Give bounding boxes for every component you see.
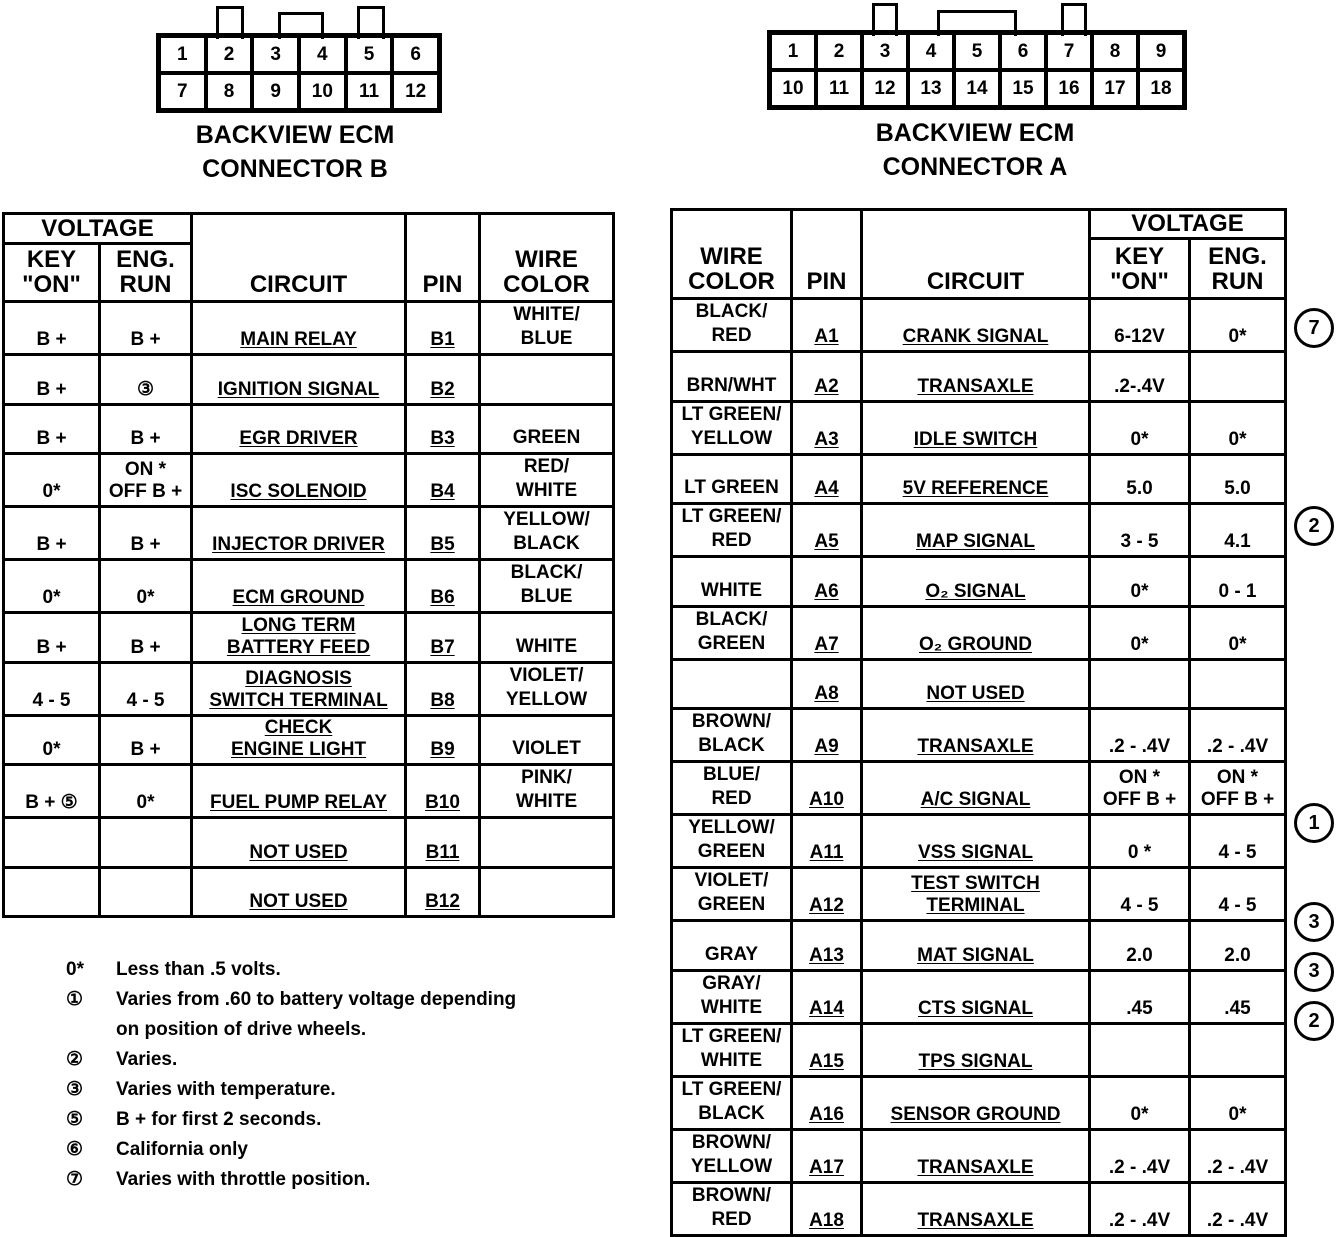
legend-text: Varies with throttle position.	[116, 1169, 371, 1190]
legend-symbol: ①	[66, 989, 84, 1010]
eng-run-cell: 4 - 5	[1190, 868, 1286, 921]
pin-cell: A17	[792, 1129, 862, 1182]
circuit-cell: A/C SIGNAL	[862, 762, 1090, 815]
key-on-cell: B + ⑤	[4, 765, 100, 818]
note-marker: 2	[1294, 1001, 1334, 1041]
pin-cell: 3	[252, 36, 299, 73]
wire-color-cell: BROWN/ RED	[672, 1182, 792, 1235]
pin-cell: 8	[206, 73, 253, 110]
voltage-header: VOLTAGE	[1090, 210, 1286, 239]
table-row	[672, 868, 1286, 921]
key-on-cell: 0 *	[1090, 815, 1190, 868]
connector-b-pin-table	[2, 212, 615, 918]
wire-color-cell: VIOLET	[480, 715, 614, 765]
key-on-cell: 2.0	[1090, 921, 1190, 971]
legend-text: Varies with temperature.	[116, 1079, 336, 1100]
legend-symbol: ⑤	[66, 1109, 84, 1130]
pin-cell: A13	[792, 921, 862, 971]
table-row	[4, 355, 614, 405]
connector-b-title-line2: CONNECTOR B	[202, 155, 388, 183]
pin-cell: B11	[406, 818, 480, 868]
wire-color-cell	[480, 818, 614, 868]
pin-cell: 11	[816, 70, 862, 107]
circuit-cell: INJECTOR DRIVER	[192, 507, 406, 560]
pin-cell: 7	[159, 73, 206, 110]
pin-cell: 1	[159, 36, 206, 73]
table-row	[672, 659, 1286, 709]
wire-color-cell: LT GREEN	[672, 454, 792, 504]
key-on-cell: 3 - 5	[1090, 504, 1190, 557]
pin-cell: A8	[792, 659, 862, 709]
table-row	[672, 1023, 1286, 1076]
note-marker: 2	[1294, 506, 1334, 546]
wire-color-cell: VIOLET/ YELLOW	[480, 662, 614, 715]
eng-run-cell: B +	[100, 507, 192, 560]
connector-a-title-line2: CONNECTOR A	[882, 153, 1068, 181]
key-on-cell: 4 - 5	[1090, 868, 1190, 921]
wire-color-cell: PINK/ WHITE	[480, 765, 614, 818]
circuit-header: CIRCUIT	[862, 210, 1090, 299]
circuit-cell: IGNITION SIGNAL	[192, 355, 406, 405]
pin-cell: 9	[1138, 33, 1184, 70]
eng-run-cell: 0*	[100, 560, 192, 613]
wire-color-cell: LT GREEN/ BLACK	[672, 1076, 792, 1129]
eng-run-cell: 0*	[1190, 606, 1286, 659]
circuit-cell: 5V REFERENCE	[862, 454, 1090, 504]
circuit-cell: MAT SIGNAL	[862, 921, 1090, 971]
pin-cell: B10	[406, 765, 480, 818]
eng-run-cell: B +	[100, 302, 192, 355]
circuit-cell: O₂ SIGNAL	[862, 557, 1090, 607]
wire-color-header: WIRE COLOR	[480, 214, 614, 302]
circuit-cell: CHECK ENGINE LIGHT	[192, 715, 406, 765]
circuit-cell: CTS SIGNAL	[862, 970, 1090, 1023]
pin-cell: 16	[1046, 70, 1092, 107]
circuit-cell: DIAGNOSIS SWITCH TERMINAL	[192, 662, 406, 715]
key-on-header: KEY "ON"	[1090, 239, 1190, 299]
circuit-cell: TRANSAXLE	[862, 1129, 1090, 1182]
pin-header: PIN	[406, 214, 480, 302]
pin-cell: 4	[299, 36, 346, 73]
voltage-header: VOLTAGE	[4, 214, 192, 244]
eng-run-header: ENG. RUN	[1190, 239, 1286, 299]
circuit-cell: MAIN RELAY	[192, 302, 406, 355]
circuit-cell: NOT USED	[862, 659, 1090, 709]
eng-run-cell	[1190, 352, 1286, 402]
legend-symbol: 0*	[66, 959, 84, 980]
circuit-cell: FUEL PUMP RELAY	[192, 765, 406, 818]
pin-cell: 18	[1138, 70, 1184, 107]
connector-a-title	[830, 116, 1120, 184]
pin-cell: 2	[816, 33, 862, 70]
table-row	[672, 504, 1286, 557]
table-row	[672, 352, 1286, 402]
wire-color-cell: GRAY	[672, 921, 792, 971]
wire-color-cell: BLACK/ GREEN	[672, 606, 792, 659]
table-row	[672, 1076, 1286, 1129]
table-row	[672, 709, 1286, 762]
connector-a-pin-grid	[767, 30, 1187, 110]
pin-cell: A11	[792, 815, 862, 868]
pin-cell: B3	[406, 404, 480, 454]
table-row	[672, 401, 1286, 454]
table-row	[672, 1129, 1286, 1182]
circuit-cell: TPS SIGNAL	[862, 1023, 1090, 1076]
pin-cell: 7	[1046, 33, 1092, 70]
key-on-cell: 0*	[4, 454, 100, 507]
eng-run-cell	[1190, 1023, 1286, 1076]
eng-run-cell: B +	[100, 715, 192, 765]
pin-cell: 4	[908, 33, 954, 70]
circuit-cell: TEST SWITCH TERMINAL	[862, 868, 1090, 921]
table-row	[4, 715, 614, 765]
eng-run-cell: 0*	[1190, 401, 1286, 454]
circuit-cell: ISC SOLENOID	[192, 454, 406, 507]
wire-color-cell: BRN/WHT	[672, 352, 792, 402]
pin-cell: 13	[908, 70, 954, 107]
pin-cell: 3	[862, 33, 908, 70]
pin-cell: B4	[406, 454, 480, 507]
key-on-cell: 0*	[4, 560, 100, 613]
pin-cell: 10	[770, 70, 816, 107]
legend-symbol: ⑥	[66, 1139, 84, 1160]
table-row	[672, 970, 1286, 1023]
eng-run-cell: 0*	[100, 765, 192, 818]
table-row	[4, 507, 614, 560]
key-on-cell	[1090, 659, 1190, 709]
table-row	[672, 606, 1286, 659]
wire-color-cell: BROWN/ YELLOW	[672, 1129, 792, 1182]
eng-run-header: ENG. RUN	[100, 244, 192, 302]
eng-run-cell: 2.0	[1190, 921, 1286, 971]
table-row	[4, 613, 614, 663]
wire-color-header: WIRE COLOR	[672, 210, 792, 299]
wire-color-cell	[672, 659, 792, 709]
wire-color-cell: LT GREEN/ YELLOW	[672, 401, 792, 454]
pin-cell: B9	[406, 715, 480, 765]
eng-run-cell: ON * OFF B +	[100, 454, 192, 507]
pin-cell: A10	[792, 762, 862, 815]
pin-cell: A12	[792, 868, 862, 921]
legend-item	[66, 985, 626, 1045]
table-row	[672, 1182, 1286, 1235]
key-on-cell: 0*	[1090, 557, 1190, 607]
table-row	[672, 815, 1286, 868]
pin-cell: 15	[1000, 70, 1046, 107]
key-on-cell: .2 - .4V	[1090, 1129, 1190, 1182]
key-on-cell: B +	[4, 355, 100, 405]
pin-cell: B7	[406, 613, 480, 663]
note-marker: 1	[1294, 803, 1334, 843]
pin-cell: 8	[1092, 33, 1138, 70]
legend-symbol: ②	[66, 1049, 84, 1070]
eng-run-cell: .2 - .4V	[1190, 1182, 1286, 1235]
legend-item	[66, 1045, 626, 1075]
pin-cell: 17	[1092, 70, 1138, 107]
eng-run-cell: ③	[100, 355, 192, 405]
key-on-cell: B +	[4, 613, 100, 663]
circuit-cell: EGR DRIVER	[192, 404, 406, 454]
pin-cell: 5	[346, 36, 393, 73]
note-marker: 7	[1294, 308, 1334, 348]
pin-cell: 11	[346, 73, 393, 110]
wire-color-cell	[480, 867, 614, 917]
table-row	[672, 557, 1286, 607]
table-row	[4, 765, 614, 818]
table-row	[4, 818, 614, 868]
legend-item	[66, 955, 626, 985]
pin-cell: A5	[792, 504, 862, 557]
legend-symbol: ③	[66, 1079, 84, 1100]
key-on-cell: 5.0	[1090, 454, 1190, 504]
table-row	[4, 404, 614, 454]
table-row	[4, 867, 614, 917]
wire-color-cell	[480, 355, 614, 405]
pin-cell: 6	[1000, 33, 1046, 70]
key-on-cell: .2 - .4V	[1090, 709, 1190, 762]
wire-color-cell: BLACK/ BLUE	[480, 560, 614, 613]
pin-header: PIN	[792, 210, 862, 299]
wire-color-cell: WHITE	[672, 557, 792, 607]
circuit-cell: ECM GROUND	[192, 560, 406, 613]
wire-color-cell: BLUE/ RED	[672, 762, 792, 815]
wire-color-cell: RED/ WHITE	[480, 454, 614, 507]
wire-color-cell: LT GREEN/ WHITE	[672, 1023, 792, 1076]
eng-run-cell: 4 - 5	[1190, 815, 1286, 868]
legend-text: Varies.	[116, 1049, 178, 1070]
key-on-header: KEY "ON"	[4, 244, 100, 302]
eng-run-cell: B +	[100, 613, 192, 663]
wire-color-cell: WHITE/ BLUE	[480, 302, 614, 355]
eng-run-cell	[1190, 659, 1286, 709]
key-on-cell: .45	[1090, 970, 1190, 1023]
key-on-cell: B +	[4, 302, 100, 355]
key-on-cell: B +	[4, 404, 100, 454]
pin-cell: 12	[862, 70, 908, 107]
pin-cell: A1	[792, 299, 862, 352]
eng-run-cell: .45	[1190, 970, 1286, 1023]
circuit-cell: TRANSAXLE	[862, 709, 1090, 762]
eng-run-cell: 0*	[1190, 299, 1286, 352]
pin-cell: 9	[252, 73, 299, 110]
eng-run-cell: B +	[100, 404, 192, 454]
key-on-cell: 6-12V	[1090, 299, 1190, 352]
key-on-cell	[4, 867, 100, 917]
circuit-cell: IDLE SWITCH	[862, 401, 1090, 454]
pin-cell: A6	[792, 557, 862, 607]
pin-cell: B1	[406, 302, 480, 355]
pin-cell: A3	[792, 401, 862, 454]
connector-b-title-line1: BACKVIEW ECM	[195, 121, 395, 149]
circuit-cell: CRANK SIGNAL	[862, 299, 1090, 352]
connector-b-pin-grid	[156, 33, 442, 113]
legend-text: California only	[116, 1139, 248, 1160]
wire-color-cell: BLACK/ RED	[672, 299, 792, 352]
wire-color-cell: BROWN/ BLACK	[672, 709, 792, 762]
eng-run-cell: ON * OFF B +	[1190, 762, 1286, 815]
legend-text: Varies from .60 to battery voltage depending on position of drive wheels.	[116, 989, 517, 1040]
wire-color-cell: YELLOW/ BLACK	[480, 507, 614, 560]
pin-cell: B8	[406, 662, 480, 715]
pin-cell: A7	[792, 606, 862, 659]
key-on-cell: 0*	[1090, 1076, 1190, 1129]
circuit-header: CIRCUIT	[192, 214, 406, 302]
wire-color-cell: LT GREEN/ RED	[672, 504, 792, 557]
eng-run-cell: 4.1	[1190, 504, 1286, 557]
circuit-cell: SENSOR GROUND	[862, 1076, 1090, 1129]
table-row	[4, 560, 614, 613]
eng-run-cell	[100, 818, 192, 868]
pin-cell: A4	[792, 454, 862, 504]
wire-color-cell: WHITE	[480, 613, 614, 663]
key-on-cell	[4, 818, 100, 868]
connector-b-title	[150, 118, 440, 186]
table-row	[4, 454, 614, 507]
pin-cell: 2	[206, 36, 253, 73]
key-on-cell: 0*	[1090, 401, 1190, 454]
table-row	[672, 921, 1286, 971]
eng-run-cell: .2 - .4V	[1190, 709, 1286, 762]
table-row	[4, 662, 614, 715]
eng-run-cell: 0*	[1190, 1076, 1286, 1129]
pin-cell: 1	[770, 33, 816, 70]
wire-color-cell: GRAY/ WHITE	[672, 970, 792, 1023]
key-on-cell: 0*	[4, 715, 100, 765]
pin-cell: 10	[299, 73, 346, 110]
table-row	[672, 454, 1286, 504]
key-on-cell: ON * OFF B +	[1090, 762, 1190, 815]
wire-color-cell: GREEN	[480, 404, 614, 454]
note-marker: 3	[1294, 902, 1334, 942]
legend-item	[66, 1165, 626, 1195]
eng-run-cell: .2 - .4V	[1190, 1129, 1286, 1182]
pin-cell: 6	[392, 36, 439, 73]
table-row	[672, 299, 1286, 352]
wire-color-cell: YELLOW/ GREEN	[672, 815, 792, 868]
key-on-cell	[1090, 1023, 1190, 1076]
eng-run-cell	[100, 867, 192, 917]
pin-cell: B12	[406, 867, 480, 917]
connector-a-pin-table	[670, 208, 1287, 1237]
legend-text: B + for first 2 seconds.	[116, 1109, 322, 1130]
legend-text: Less than .5 volts.	[116, 959, 281, 980]
connector-a-title-line1: BACKVIEW ECM	[875, 119, 1075, 147]
pin-cell: 14	[954, 70, 1000, 107]
circuit-cell: NOT USED	[192, 818, 406, 868]
circuit-cell: TRANSAXLE	[862, 352, 1090, 402]
eng-run-cell: 4 - 5	[100, 662, 192, 715]
eng-run-cell: 5.0	[1190, 454, 1286, 504]
eng-run-cell: 0 - 1	[1190, 557, 1286, 607]
pin-cell: B6	[406, 560, 480, 613]
legend-symbol: ⑦	[66, 1169, 84, 1190]
circuit-cell: MAP SIGNAL	[862, 504, 1090, 557]
key-on-cell: 4 - 5	[4, 662, 100, 715]
legend-item	[66, 1075, 626, 1105]
key-on-cell: .2-.4V	[1090, 352, 1190, 402]
pin-cell: 12	[392, 73, 439, 110]
pin-cell: 5	[954, 33, 1000, 70]
legend-item	[66, 1135, 626, 1165]
key-on-cell: .2 - .4V	[1090, 1182, 1190, 1235]
pin-cell: B2	[406, 355, 480, 405]
pin-cell: A2	[792, 352, 862, 402]
pin-cell: A9	[792, 709, 862, 762]
wire-color-cell: VIOLET/ GREEN	[672, 868, 792, 921]
legend-item	[66, 1105, 626, 1135]
pin-cell: B5	[406, 507, 480, 560]
pin-cell: A18	[792, 1182, 862, 1235]
note-marker: 3	[1294, 952, 1334, 992]
table-row	[4, 302, 614, 355]
table-row	[672, 762, 1286, 815]
circuit-cell: O₂ GROUND	[862, 606, 1090, 659]
key-on-cell: B +	[4, 507, 100, 560]
key-on-cell: 0*	[1090, 606, 1190, 659]
pin-cell: A14	[792, 970, 862, 1023]
circuit-cell: TRANSAXLE	[862, 1182, 1090, 1235]
circuit-cell: NOT USED	[192, 867, 406, 917]
circuit-cell: VSS SIGNAL	[862, 815, 1090, 868]
pin-cell: A16	[792, 1076, 862, 1129]
circuit-cell: LONG TERM BATTERY FEED	[192, 613, 406, 663]
pin-cell: A15	[792, 1023, 862, 1076]
legend	[66, 955, 626, 1195]
